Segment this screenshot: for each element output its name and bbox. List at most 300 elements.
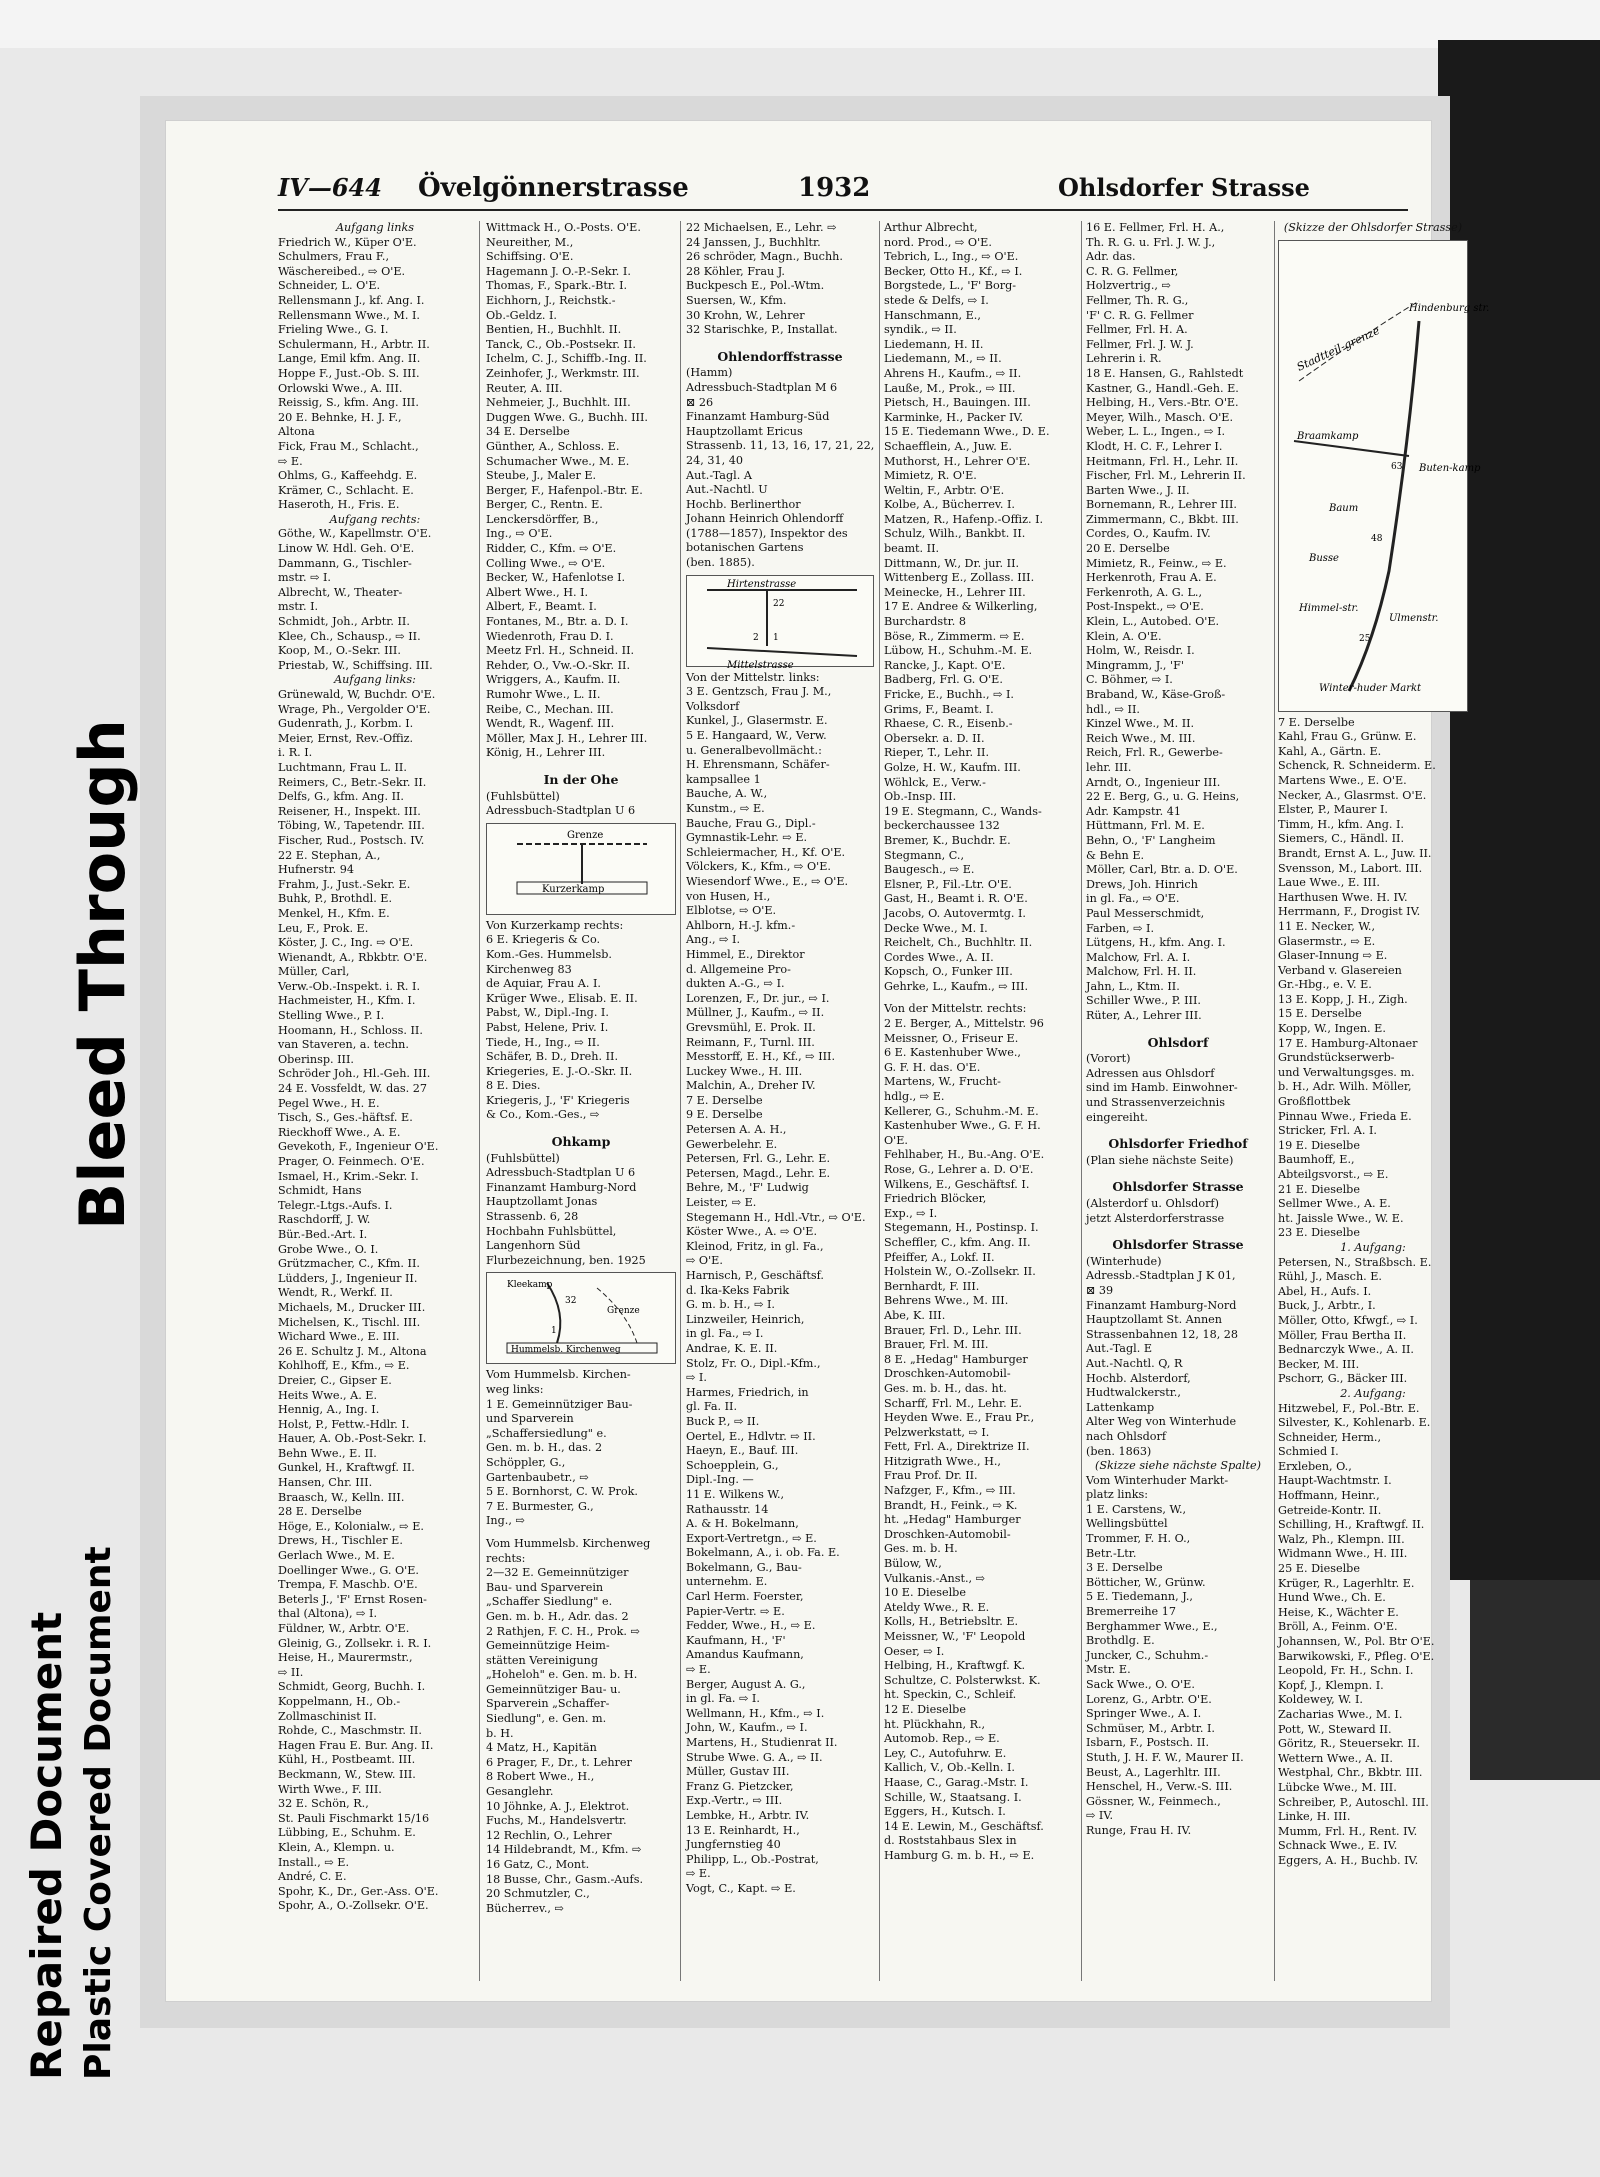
directory-entry: Lembke, H., Arbtr. IV. [686,1808,810,1822]
header-street-right: Ohlsdorfer Strasse [1058,173,1310,202]
directory-entry: Bauche, Frau G., Dipl.- [686,816,816,830]
directory-entry: Wilkens, E., Geschäftsf. I. [884,1177,1030,1191]
directory-entry: ht. Speckin, C., Schleif. [884,1688,1017,1702]
directory-entry: Drews, H., Tischler E. [278,1534,403,1548]
directory-entry: Dammann, G., Tischler- [278,556,412,570]
directory-entry: Adressen aus Ohlsdorf [1086,1066,1215,1080]
directory-entry: Schneider, Herm., [1278,1430,1381,1444]
directory-entry: Kolbe, A., Bücherrev. I. [884,498,1015,512]
directory-entry: Hagen Frau E. Bur. Ang. II. [278,1738,434,1752]
directory-entry: Höge, E., Kolonialw., ⇨ E. [278,1519,424,1533]
directory-entry: Decke Wwe., M. I. [884,921,988,935]
directory-entry: Kinzel Wwe., M. II. [1086,717,1195,731]
directory-entry: König, H., Lehrer III. [486,746,606,760]
directory-entry: 20 E. Derselbe [1086,542,1170,556]
directory-entry: Schiffsing. O'E. [486,250,574,264]
directory-entry: Reisener, H., Inspekt. III. [278,804,421,818]
directory-entry: Fett, Frl. A., Direktrize II. [884,1440,1030,1454]
directory-entry: Töbing, W., Tapetendr. III. [278,819,425,833]
directory-entry: Kastner, G., Handl.-Geh. E. [1086,381,1239,395]
directory-entry: Reissig, S., kfm. Ang. III. [278,396,419,410]
directory-entry: Vulkanis.-Anst., ⇨ [884,1571,986,1585]
map-label: 2 [753,632,759,643]
directory-entry: Ahrens H., Kaufm., ⇨ II. [884,366,1022,380]
scan-shadow-right-lower [1470,1580,1600,1780]
directory-entry: Helbing, H., Kraftwgf. K. [884,1659,1026,1673]
column-rule [1081,221,1082,1981]
directory-entry: Langenhorn Süd [486,1239,581,1253]
directory-entry: Schneider, L. O'E. [278,279,381,293]
ohlsdorfer-map [1279,241,1490,711]
map-label: Hindenburg str. [1409,302,1490,314]
directory-entry: Dittmann, W., Dr. jur. II. [884,556,1020,570]
directory-entry: Zacharias Wwe., M. I. [1278,1707,1403,1721]
directory-entry: Krämer, C., Schlacht. E. [278,483,414,497]
directory-entry: Mstr. E. [1086,1663,1131,1677]
directory-entry: Glaser-Innung ⇨ E. [1278,949,1388,963]
directory-entry: Trommer, F. H. O., [1086,1532,1191,1546]
directory-entry: Gen. m. b. H., Adr. das. 2 [486,1609,629,1623]
directory-entry: Kallich, V., Ob.-Kelln. I. [884,1761,1015,1775]
directory-entry: Malchin, A., Dreher IV. [686,1079,816,1093]
directory-entry: Haase, C., Garag.-Mstr. I. [884,1775,1029,1789]
directory-entry: 15 E. Derselbe [1278,1007,1362,1021]
directory-entry: Dreier, C., Gipser E. [278,1373,392,1387]
directory-entry: Getreide-Kontr. II. [1278,1503,1382,1517]
directory-entry: Klein, A., Klempn. u. [278,1840,395,1854]
directory-entry: (Plan siehe nächste Seite) [1086,1153,1234,1167]
directory-entry: Schmidt, Joh., Arbtr. II. [278,615,410,629]
directory-entry: Von der Mittelstr. links: [686,670,820,684]
directory-entry: 9 E. Derselbe [686,1108,763,1122]
directory-entry: 2 E. Berger, A., Mittelstr. 96 [884,1017,1044,1031]
directory-entry: Lauße, M., Prok., ⇨ III. [884,381,1016,395]
directory-entry: Johannsen, W., Pol. Btr O'E. [1278,1635,1435,1648]
directory-entry: (ben. 1863) [1086,1444,1152,1458]
directory-entry: Albert, F., Beamt. I. [486,600,597,614]
map-label: Winter-huder Markt [1319,682,1422,694]
directory-entry: Trempa, F. Maschb. O'E. [278,1578,418,1592]
map-label: Baum [1329,502,1359,514]
directory-entry: Reich, Frl. R., Gewerbe- [1086,746,1223,760]
directory-entry: in gl. Fa. ⇨ I. [686,1692,760,1706]
directory-entry: Malchow, Frl. H. II. [1086,965,1197,979]
directory-entry: Pegel Wwe., H. E. [278,1096,380,1110]
directory-entry: Kirchenweg 83 [486,962,572,976]
directory-entry: b. H. [486,1726,514,1740]
directory-entry: Gemeinnützige Heim- [486,1639,610,1653]
directory-entry: 15 E. Tiedemann Wwe., D. E. [884,425,1050,439]
directory-entry: Kopp, W., Ingen. E. [1278,1022,1386,1036]
directory-entry: ⇨ O'E. [686,1254,723,1268]
directory-entry: Dipl.-Ing. — [686,1473,754,1487]
directory-entry: Mingramm, J., 'F' [1086,658,1184,672]
directory-entry: Silvester, K., Kohlenarb. E. [1278,1416,1431,1430]
directory-entry: Laue Wwe., E. III. [1278,876,1380,890]
directory-entry: John, W., Kaufm., ⇨ I. [686,1721,808,1735]
directory-entry: Harmes, Friedrich, in [686,1385,809,1399]
directory-entry: Schumacher Wwe., M. E. [486,454,630,468]
directory-entry: G. m. b. H., ⇨ I. [686,1298,775,1312]
spacer [686,338,874,346]
directory-entry: Schäfer, B. D., Dreh. II. [486,1050,619,1064]
directory-entry: Holstein W., O.-Zollsekr. II. [884,1265,1036,1279]
directory-entry: Jacobs, O. Autovermtg. I. [884,906,1026,920]
directory-entry: van Staveren, a. techn. [278,1038,409,1052]
directory-entry: Eggers, H., Kutsch. I. [884,1805,1006,1819]
directory-entry: Springer Wwe., A. I. [1086,1707,1202,1721]
directory-entry: nach Ohlsdorf [1086,1429,1166,1443]
directory-entry: sind im Hamb. Einwohner- [1086,1081,1238,1095]
directory-entry: 17 E. Andree & Wilkerling, [884,600,1038,614]
directory-entry: 6 E. Kastenhuber Wwe., [884,1046,1021,1060]
directory-entry: Johann Heinrich Ohlendorff [686,512,844,526]
directory-entry: Klein, A. O'E. [1086,629,1162,643]
directory-entry: Schmüser, M., Arbtr. I. [1086,1721,1215,1735]
spacer [1086,1125,1270,1133]
directory-entry: beamt. II. [884,542,940,556]
directory-entry: Grundstückserwerb- [1278,1051,1395,1065]
directory-entry: Alter Weg von Winterhude [1086,1415,1237,1429]
directory-entry: Böse, R., Zimmerm. ⇨ E. [884,629,1025,643]
directory-entry: Export-Vertretgn., ⇨ E. [686,1531,817,1545]
directory-entry: 19 E. Stegmann, C., Wands- [884,804,1042,818]
directory-entry: Liedemann, H. II. [884,337,984,351]
directory-entry: 7 E. Derselbe [1278,715,1355,729]
directory-entry: André, C. E. [278,1870,347,1884]
directory-entry: Bernhardt, F. III. [884,1279,980,1293]
directory-entry: unternehm. E. [686,1575,768,1589]
directory-entry: Herkenroth, Frau A. E. [1086,571,1217,585]
directory-entry: Malchow, Frl. A. I. [1086,950,1191,964]
directory-entry: Schulz, Wilh., Bankbt. II. [884,527,1026,541]
directory-entry: Scharff, Frl. M., Lehr. E. [884,1396,1022,1410]
directory-entry: Kopsch, O., Funker III. [884,965,1013,979]
directory-entry: Hudtwalckerstr., [1086,1386,1181,1400]
directory-entry: Isbarn, F., Postsch. II. [1086,1736,1210,1750]
directory-entry: ⇨ E. [278,454,303,468]
directory-entry: Automob. Rep., ⇨ E. [884,1732,1000,1746]
directory-entry: und Strassenverzeichnis [1086,1096,1225,1110]
directory-entry: Paul Messerschmidt, [1086,906,1205,920]
directory-entry: Tiede, H., Ing., ⇨ II. [486,1035,600,1049]
directory-entry: Klodt, H. C. F., Lehrer I. [1086,439,1223,453]
directory-entry: Von Kurzerkamp rechts: [486,918,624,932]
directory-entry: Vom Winterhuder Markt- [1086,1473,1229,1487]
directory-entry: 24 E. Vossfeldt, W. das. 27 [278,1082,428,1096]
directory-entry: Hochb. Berlinerthor [686,497,801,511]
directory-column-1 [278,221,472,1981]
directory-entry: Köster Wwe., A. ⇨ O'E. [686,1225,818,1239]
directory-entry: Schmidt, Georg, Buchh. I. [278,1680,426,1694]
directory-entry: Stolz, Fr. O., Dipl.-Kfm., [686,1356,821,1370]
directory-entry: Sparverein „Schaffer- [486,1697,610,1711]
directory-entry: Elster, P., Maurer I. [1278,803,1388,817]
directory-entry: 13 E. Reinhardt, H., [686,1823,800,1837]
directory-entry: Philipp, L., Ob.-Postrat, [686,1852,819,1866]
directory-entry: Möller, Otto, Kfwgf., ⇨ I. [1278,1313,1418,1327]
street-heading: In der Ohe [543,771,619,787]
directory-entry: ⊠ 26 [686,395,714,409]
directory-entry: Schreiber, P., Autoschl. III. [1278,1795,1429,1809]
directory-entry: Wirth Wwe., F. III. [278,1782,382,1796]
directory-column-3 [686,221,874,1981]
directory-entry: Kolls, H., Betriebsltr. E. [884,1615,1019,1629]
directory-entry: Franz G. Pietzcker, [686,1779,794,1793]
directory-entry: Hochbahn Fuhlsbüttel, [486,1224,617,1238]
directory-entry: Müller, Carl, [278,965,350,979]
directory-entry: u. Generalbevollmächt.: [686,743,822,757]
directory-entry: Post-Inspekt., ⇨ O'E. [1086,600,1204,614]
column-rule [479,221,480,1981]
directory-entry: Pietsch, H., Bauingen. III. [884,396,1031,410]
directory-entry: Steube, J., Maler E. [486,469,597,483]
street-heading: Ohlsdorf [1147,1034,1209,1050]
directory-entry: Heise, H., Maurermstr., [278,1651,413,1665]
directory-entry: C. Böhmer, ⇨ I. [1086,673,1173,687]
directory-entry: Leopold, Fr. H., Schn. I. [1278,1664,1414,1678]
directory-entry: 21 E. Dieselbe [1278,1182,1360,1196]
directory-entry: 16 Gatz, C., Mont. [486,1858,590,1871]
directory-entry: H. Ehrensmann, Schäfer- [686,758,830,772]
directory-entry: Carl Herm. Foerster, [686,1590,804,1604]
directory-entry: Install., ⇨ E. [278,1855,350,1869]
directory-entry: d. Roststahbaus Slex in [884,1834,1017,1848]
street-sketch [686,575,874,671]
directory-entry: Menkel, H., Kfm. E. [278,906,390,920]
directory-entry: Haeyn, E., Bauf. III. [686,1444,799,1458]
directory-entry: Behre, M., 'F' Ludwig [686,1181,809,1195]
directory-entry: 2 Rathjen, F. C. H., Prok. ⇨ [486,1624,640,1638]
directory-entry: Rühl, J., Masch. E. [1278,1270,1382,1284]
directory-entry: Großflottbek [1278,1095,1351,1109]
directory-entry: Gen. m. b. H., das. 2 [486,1441,603,1455]
directory-entry: Lübow, H., Schuhm.-M. E. [884,644,1033,658]
directory-entry: Heyden Wwe. E., Frau Pr., [884,1411,1035,1425]
directory-entry: Reimann, F., Turnl. III. [686,1035,815,1049]
directory-entry: Fischer, Rud., Postsch. IV. [278,833,425,847]
directory-entry: 3 E. Gentzsch, Frau J. M., [686,685,832,699]
directory-entry: Abteilgsvorst., ⇨ E. [1278,1168,1389,1181]
directory-entry: Abel, H., Aufs. I. [1278,1284,1372,1298]
directory-entry: Lehrerin i. R. [1086,352,1162,366]
directory-entry: Wellingsbüttel [1086,1517,1168,1531]
directory-entry: Pott, W., Steward II. [1278,1722,1392,1736]
directory-entry: und Verwaltungsges. m. [1278,1065,1415,1079]
directory-entry: Brandt, Ernst A. L., Juw. II. [1278,846,1432,860]
directory-entry: Beterls J., 'F' Ernst Rosen- [278,1592,427,1606]
directory-entry: Bötticher, W., Grünw. [1086,1575,1206,1589]
directory-entry: Tebrich, L., Ing., ⇨ O'E. [884,250,1019,264]
directory-entry: Droschken-Automobil- [884,1367,1011,1381]
directory-entry: Gewerbelehr. E. [686,1137,778,1151]
directory-column-5 [1086,221,1270,1981]
directory-entry: Grützmacher, C., Kfm. II. [278,1257,420,1271]
directory-entry: 20 Schmutzler, C., [486,1887,590,1901]
directory-entry: Lattenkamp [1086,1400,1155,1414]
directory-entry: Messtorff, E. H., Kf., ⇨ III. [686,1050,836,1064]
directory-entry: „Schaffer Siedlung" e. [486,1595,613,1609]
directory-entry: d. Allgemeine Pro- [686,962,791,976]
directory-entry: platz links: [1086,1488,1149,1502]
directory-entry: Elsner, P., Fil.-Ltr. O'E. [884,877,1012,891]
directory-entry: Oertel, E., Hdlvtr. ⇨ II. [686,1429,816,1443]
directory-entry: Martens, H., Studienrat II. [686,1736,838,1749]
directory-entry: Rathausstr. 14 [686,1502,769,1516]
spacer [1086,1024,1270,1032]
directory-entry: Strassenb. 6, 28 [486,1210,579,1224]
directory-entry: Glasermstr., ⇨ E. [1278,934,1376,948]
directory-entry: 25 E. Dieselbe [1278,1562,1360,1576]
directory-entry: Holm, W., Reisdr. I. [1086,644,1195,658]
directory-entry: Hochb. Alsterdorf, [1086,1371,1191,1385]
directory-entry: 7 E. Burmester, G., [486,1499,594,1513]
directory-entry: Göthe, W., Kapellmstr. O'E. [278,527,432,541]
directory-entry: Badberg, Frl. G. O'E. [884,673,1003,687]
directory-entry: 10 E. Dieselbe [884,1586,966,1600]
map-label: Ulmenstr. [1389,612,1439,624]
directory-entry: Stegmann, C., [884,848,965,862]
directory-entry: Brauer, Frl. M. III. [884,1338,989,1352]
directory-entry: 24, 31, 40 [686,453,743,467]
directory-entry: Gr.-Hbg., e. V. E. [1278,978,1372,992]
directory-entry: Abe, K. III. [884,1308,946,1322]
directory-entry: Holst, P., Fettw.-Hdlr. I. [278,1417,410,1431]
directory-entry: Aut.-Tagl. A [686,468,752,482]
directory-entry: Berger, August A. G., [686,1677,806,1691]
directory-entry: Papier-Vertr. ⇨ E. [686,1604,785,1618]
repaired-document-label: Repaired Document [22,1611,71,2080]
directory-entry: Harnisch, P., Geschäftsf. [686,1269,824,1282]
directory-entry: i. R. I. [278,746,313,760]
map-label: 22 [773,598,785,609]
directory-entry: Fedder, Wwe., H., ⇨ E. [686,1619,816,1633]
directory-entry: 16 E. Fellmer, Frl. H. A., [1086,221,1225,234]
directory-entry: Wäschereibed., ⇨ O'E. [278,264,406,278]
directory-entry: Flurbezeichnung, ben. 1925 [486,1253,646,1267]
directory-entry: Mimietz, R. O'E. [884,469,977,483]
road-line [707,648,857,656]
directory-entry: Haupt-Wachtmstr. I. [1278,1474,1392,1488]
directory-entry: b. H., Adr. Wilh. Möller, [1278,1080,1412,1094]
directory-column-4 [884,221,1078,1981]
directory-entry: Cordes Wwe., A. II. [884,950,994,964]
street-heading: Ohkamp [551,1134,611,1150]
directory-entry: Erxleben, O., [1278,1459,1352,1473]
map-label: Stadtteil-grenze [1294,323,1382,374]
directory-entry: Kellerer, G., Schuhm.-M. E. [884,1104,1039,1118]
directory-entry: Adr. Kampstr. 41 [1086,804,1181,818]
directory-entry: Kriegeries, E. J.-O.-Skr. II. [486,1064,633,1078]
street-heading: Ohlsdorfer Strasse [1112,1237,1244,1253]
directory-entry: 1 E. Carstens, W., [1086,1502,1187,1516]
directory-entry: ⇨ E. [686,1867,711,1881]
directory-entry: Buck P., ⇨ II. [686,1414,760,1428]
plastic-covered-label: Plastic Covered Document [78,1546,119,2080]
directory-entry: stede & Delfs, ⇨ I. [884,293,989,307]
directory-entry: Liedemann, M., ⇨ II. [884,352,1002,366]
street-sketch [486,1272,676,1364]
directory-entry: Verband v. Glasereien [1278,963,1402,977]
directory-entry: Bokelmann, A., i. ob. Fa. E. [686,1546,840,1560]
directory-entry: Ferkenroth, A. G. L., [1086,585,1203,599]
directory-entry: Köster, J. C., Ing. ⇨ O'E. [278,936,414,950]
directory-entry: dukten A.-G., ⇨ I. [686,977,785,991]
directory-entry: Drews, Joh. Hinrich [1086,877,1198,891]
directory-entry: Cordes, O., Kaufm. IV. [1086,527,1211,541]
directory-entry: Adressb.-Stadtplan J K 01, [1086,1269,1236,1283]
directory-entry: 26 schröder, Magn., Buchh. [686,250,843,264]
directory-entry: Jungfernstieg 40 [686,1838,781,1852]
directory-entry: Bremer, K., Buchdr. E. [884,833,1011,847]
scan-edge-top [0,0,1600,48]
directory-entry: Frahm, J., Just.-Sekr. E. [278,877,411,891]
directory-entry: Zeinhofer, J., Werkmstr. III. [486,366,640,380]
directory-entry: Buckpesch E., Pol.-Wtm. [686,279,825,293]
directory-entry: Verw.-Ob.-Inspekt. i. R. I. [278,979,421,993]
directory-entry: Lorenz, G., Arbtr. O'E. [1086,1692,1212,1706]
directory-entry: Leister, ⇨ E. [686,1196,757,1210]
directory-entry: Finanzamt Hamburg-Süd [686,410,830,424]
directory-entry: Heitmann, Frl. H., Lehr. II. [1086,454,1239,468]
directory-entry: 32 Starischke, P., Installat. [686,323,838,337]
directory-entry: Holzvertrig., ⇨ [1086,279,1171,293]
directory-entry: Kom.-Ges. Hummelsb. [486,947,612,961]
directory-entry: Fontanes, M., Btr. a. D. I. [486,615,629,629]
directory-entry: in gl. Fa., ⇨ O'E. [1086,892,1180,906]
directory-entry: Rellensmann Wwe., M. I. [278,308,420,322]
directory-entry: Michelsen, K., Tischl. III. [278,1315,421,1329]
directory-entry: Kastenhuber Wwe., G. F. H. [884,1119,1041,1133]
directory-entry: Meyer, Wilh., Masch. O'E. [1086,410,1233,424]
directory-entry: Petersen, N., Straßbsch. E. [1278,1255,1432,1269]
directory-entry: Grobe Wwe., O. I. [278,1242,379,1256]
directory-entry: Frieling Wwe., G. I. [278,323,389,337]
street-heading: Ohlsdorfer Friedhof [1108,1136,1248,1152]
directory-entry: Fischer, Frl. M., Lehrerin II. [1086,469,1246,483]
directory-entry: Baumhoff, E., [1278,1153,1355,1167]
directory-entry: Betr.-Ltr. [1086,1546,1137,1560]
directory-entry: 19 E. Dieselbe [1278,1138,1360,1152]
directory-entry: thal (Altona), ⇨ I. [278,1607,378,1621]
directory-entry: Orlowski Wwe., A. III. [278,381,403,395]
map-label: Grenze [607,1306,640,1317]
directory-entry: Zimmermann, C., Bkbt. III. [1086,512,1239,526]
directory-entry: Hufnerstr. 94 [278,863,354,877]
directory-entry: Bremerreihe 17 [1086,1605,1176,1619]
directory-entry: Linzweiler, Heinrich, [686,1312,805,1326]
directory-entry: Martens Wwe., E. O'E. [1278,773,1407,787]
directory-entry: Braasch, W., Kelln. III. [278,1490,405,1504]
directory-entry: Hamburg G. m. b. H., ⇨ E. [884,1848,1035,1862]
directory-entry: Vom Hummelsb. Kirchenweg [486,1536,651,1550]
directory-entry: Füldner, W., Arbtr. O'E. [278,1622,410,1635]
directory-entry: Elblotse, ⇨ O'E. [686,904,777,918]
spacer [486,1529,676,1537]
directory-entry: mstr. I. [278,600,319,614]
directory-entry: Schulermann, H., Arbtr. II. [278,337,430,351]
directory-entry: Th. R. G. u. Frl. J. W. J., [1086,235,1216,249]
directory-entry: Hauptzollamt St. Annen [1086,1313,1222,1327]
map-label: 25 [1359,633,1371,644]
directory-entry: Reich Wwe., M. III. [1086,731,1196,745]
directory-entry: 11 E. Necker, W., [1278,919,1376,933]
directory-entry: Spohr, K., Dr., Ger.-Ass. O'E. [278,1884,439,1898]
directory-entry: Harthusen Wwe. H. IV. [1278,890,1408,904]
directory-entry: Timm, H., kfm. Ang. I. [1278,817,1404,831]
directory-entry: Berghammer Wwe., E., [1086,1619,1218,1633]
directory-entry: Müller, Gustav III. [686,1765,790,1779]
